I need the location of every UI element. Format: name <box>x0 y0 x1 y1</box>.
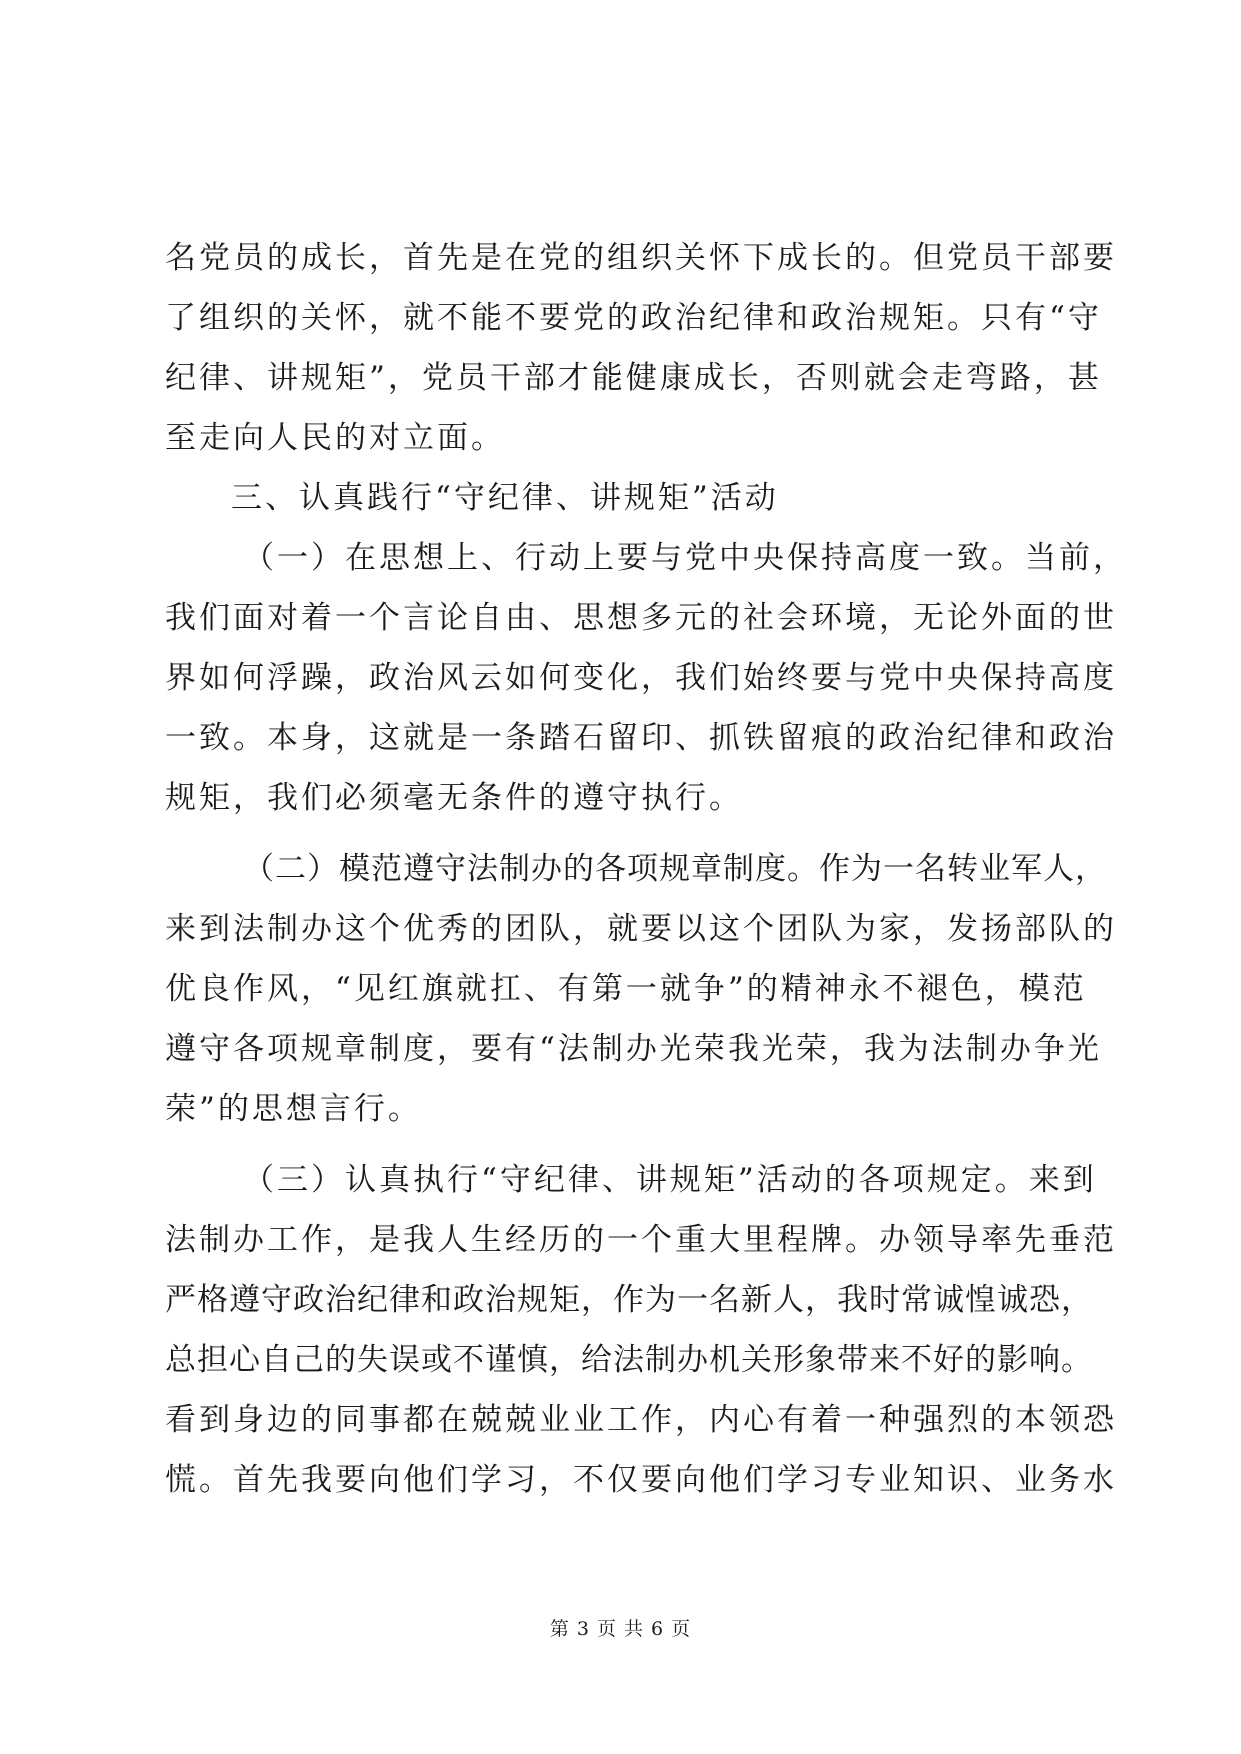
text-line: 纪律、讲规矩”，党员干部才能健康成长，否则就会走弯路，甚 <box>165 360 1102 396</box>
text-line: （一）在思想上、行动上要与党中央保持高度一致。当前， <box>243 540 1127 576</box>
text-line: 荣”的思想言行。 <box>165 1091 422 1127</box>
text-line: 遵守各项规章制度，要有“法制办光荣我光荣，我为法制办争光 <box>165 1031 1102 1067</box>
text-line: 我们面对着一个言论自由、思想多元的社会环境，无论外面的世 <box>165 600 1117 636</box>
text-line: 界如何浮躁，政治风云如何变化，我们始终要与党中央保持高度 <box>165 660 1117 696</box>
text-line: 严格遵守政治纪律和政治规矩，作为一名新人，我时常诚惶诚恐， <box>165 1282 1093 1318</box>
section-heading: 三、认真践行“守纪律、讲规矩”活动 <box>231 480 779 516</box>
document-body <box>165 228 1127 1510</box>
text-line: 法制办工作，是我人生经历的一个重大里程牌。办领导率先垂范 <box>165 1222 1117 1258</box>
text-line: 至走向人民的对立面。 <box>165 420 505 456</box>
page-footer <box>0 1614 1241 1641</box>
text-line: 看到身边的同事都在兢兢业业工作，内心有着一种强烈的本领恐 <box>165 1402 1117 1438</box>
text-line: （二）模范遵守法制办的各项规章制度。作为一名转业军人， <box>243 851 1107 887</box>
text-line: 了组织的关怀，就不能不要党的政治纪律和政治规矩。只有“守 <box>165 300 1102 336</box>
paragraph-item-1 <box>165 528 1127 828</box>
text-line: 规矩，我们必须毫无条件的遵守执行。 <box>165 780 743 816</box>
text-line: 一致。本身，这就是一条踏石留印、抓铁留痕的政治纪律和政治 <box>165 720 1117 756</box>
text-line: 名党员的成长，首先是在党的组织关怀下成长的。但党员干部要 <box>165 240 1117 276</box>
page-number-label: 第 3 页 共 6 页 <box>549 1618 692 1640</box>
paragraph-continuation <box>165 228 1117 468</box>
text-line: （三）认真执行“守纪律、讲规矩”活动的各项规定。来到 <box>243 1162 1097 1198</box>
text-line: 慌。首先我要向他们学习，不仅要向他们学习专业知识、业务水 <box>165 1462 1117 1498</box>
paragraph-item-3 <box>165 1150 1117 1510</box>
text-line: 来到法制办这个优秀的团队，就要以这个团队为家，发扬部队的 <box>165 911 1117 947</box>
paragraph-item-2 <box>165 839 1117 1139</box>
text-line: 总担心自己的失误或不谨慎，给法制办机关形象带来不好的影响。 <box>165 1342 1093 1378</box>
text-line: 优良作风，“见红旗就扛、有第一就争”的精神永不褪色，模范 <box>165 971 1087 1007</box>
